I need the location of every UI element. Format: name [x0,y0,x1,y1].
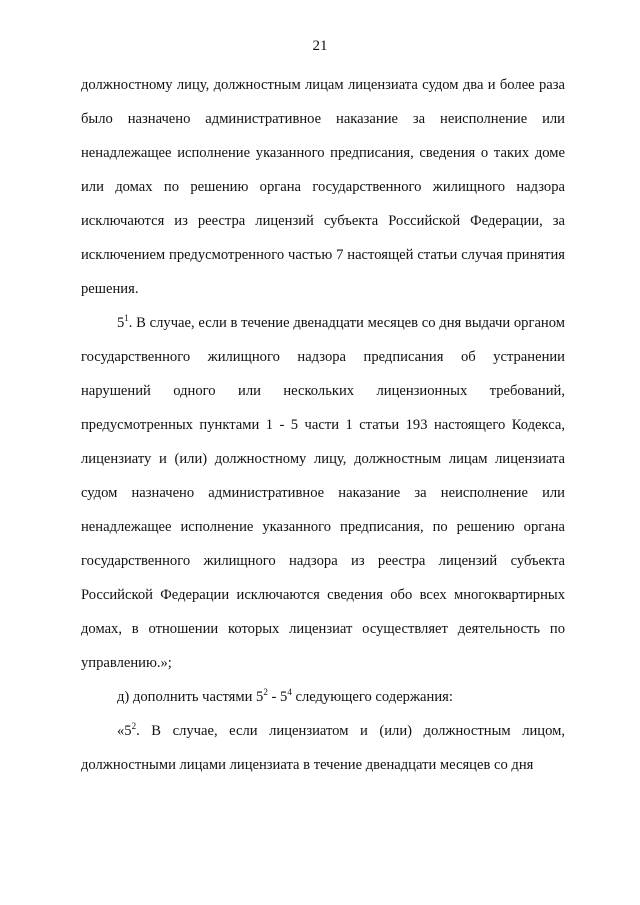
page-number: 21 [312,38,328,54]
superscript-a: 2 [263,687,268,697]
superscript-b: 4 [287,687,292,697]
paragraph-text-mid: - 5 [267,689,288,705]
document-body [81,68,565,782]
paragraph-text: должностному лицу, должностным лицам лицензиата судом два и более раза было назначено административное наказание за неисполнение или ненадлежащее исполнение указанного предписания, сведения о таких доме или домах по решению органа государственного жилищного надзора исключаются из реестра лицензий субъекта Российской Федерации, за исключением предусмотренного частью 7 настоящей статьи случая принятия решения. [81,77,565,297]
paragraph-text: . В случае, если в течение двенадцати месяцев со дня выдачи органом государственного жилищного надзора предписания об устранении нарушений одного или нескольких лицензионных требований, предусмотренных пунктами 1 - 5 части 1 статьи 193 настоящего Кодекса, лицензиату и (или) должностному лицу, должностным лицам лицензиата судом назначено административное наказание за неисполнение или ненадлежащее исполнение указанного предписания, по решению органа государственного жилищного надзора из реестра лицензий субъекта Российской Федерации исключаются сведения обо всех многоквартирных домах, в отношении которых лицензиат осуществляет деятельность по управлению.»; [81,315,565,671]
paragraph-label-superscript: 2 [131,721,137,731]
paragraph-text-end: следующего содержания: [291,689,453,705]
paragraph-5-2 [81,714,565,782]
paragraph-continuation [81,68,565,306]
paragraph-label: «5 [117,723,132,739]
paragraph-text-start: д) дополнить частями 5 [117,689,264,705]
paragraph-label-superscript: 1 [124,313,129,323]
paragraph-label: 5 [117,315,125,331]
paragraph-text: . В случае, если лицензиатом и (или) должностным лицом, должностными лицами лицензиата в течение двенадцати месяцев со дня [81,723,565,773]
paragraph-5-1 [81,306,565,680]
paragraph-d [81,680,565,714]
